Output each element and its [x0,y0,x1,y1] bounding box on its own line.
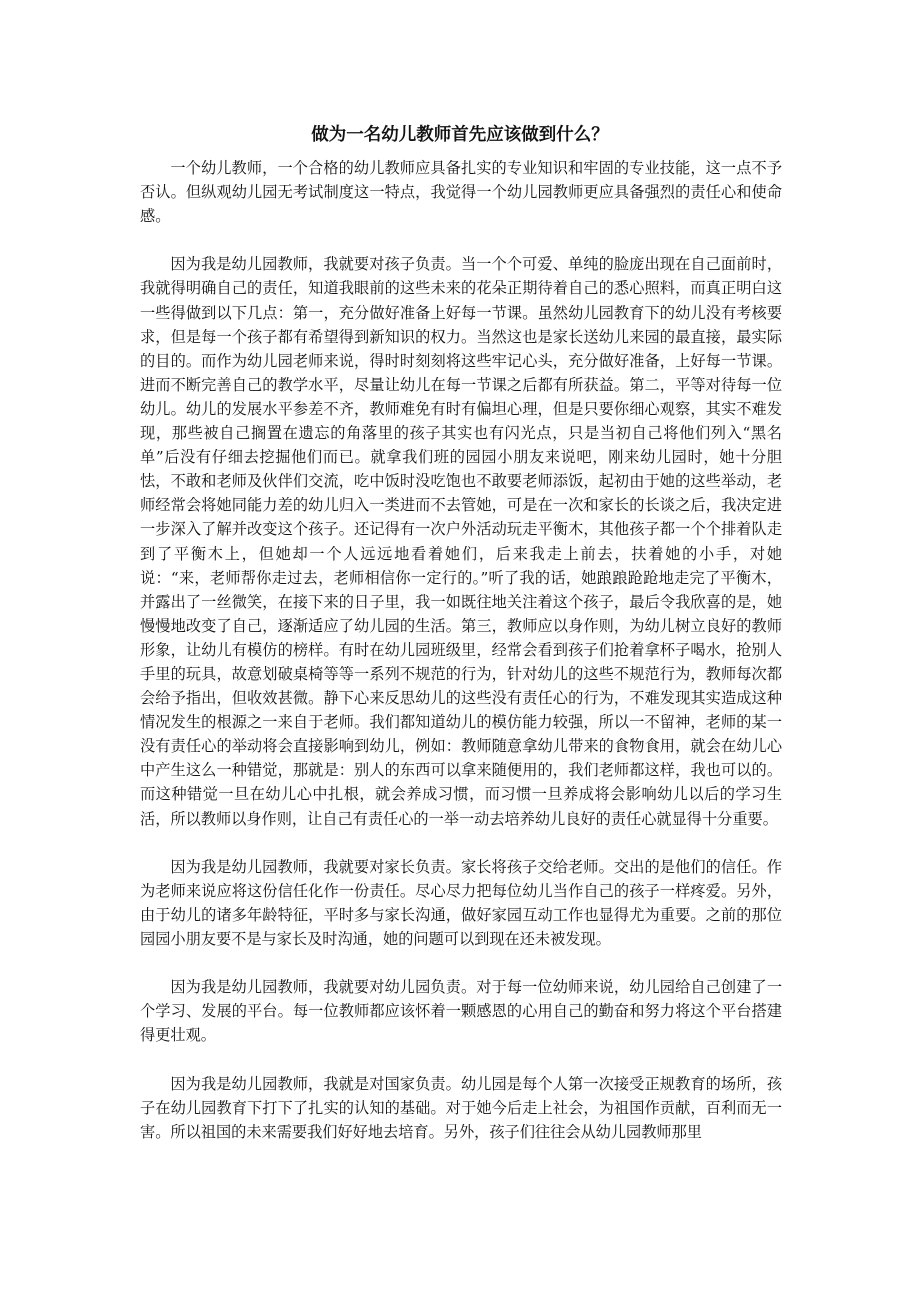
paragraph-parents: 因为我是幼儿园教师，我就要对家长负责。家长将孩子交给老师。交出的是他们的信任。作为老师来说应将这份信任化作一份责任。尽心尽力把每位幼儿当作自己的孩子一样疼爱。另外，由于幼儿的诸多年龄特征，平时多与家长沟通，做好家园互动工作也显得尤为重要。之前的那位园园小朋友要不是与家长及时沟通，她的问题可以到现在还未被发现。 [140,857,782,948]
paragraph-children: 因为我是幼儿园教师，我就要对孩子负责。当一个个可爱、单纯的脸庞出现在自己面前时，我就得明确自己的责任，知道我眼前的这些未来的花朵正期待着自己的悉心照料，而真正明白这一些得做到以下几点：第一，充分做好准备上好每一节课。虽然幼儿园教育下的幼儿没有考核要求，但是每一个孩子都有希望得到新知识的权力。当然这也是家长送幼儿来园的最直接，最实际的目的。而作为幼儿园老师来说，得时时刻刻将这些牢记心头，充分做好准备，上好每一节课。进而不断完善自己的教学水平，尽量让幼儿在每一节课之后都有所获益。第二，平等对待每一位幼儿。幼儿的发展水平参差不齐，教师难免有时有偏坦心理，但是只要你细心观察，其实不难发现，那些被自己搁置在遗忘的角落里的孩子其实也有闪光点，只是当初自己将他们列入“黑名单”后没有仔细去挖掘他们而已。就拿我们班的园园小朋友来说吧，刚来幼儿园时，她十分胆怯，不敢和老师及伙伴们交流，吃中饭时没吃饱也不敢要老师添饭，起初由于她的这些举动，老师经常会将她同能力差的幼儿归入一类进而不去管她，可是在一次和家长的长谈之后，我决定进一步深入了解并改变这个孩子。还记得有一次户外活动玩走平衡木，其他孩子都一个个排着队走到了平衡木上，但她却一个人远远地看着她们，后来我走上前去，扶着她的小手，对她说：“来，老师帮你走过去，老师相信你一定行的。”听了我的话，她踉踉跄跄地走完了平衡木，并露出了一丝微笑，在接下来的日子里，我一如既往地关注着这个孩子，最后令我欣喜的是，她慢慢地改变了自己，逐渐适应了幼儿园的生活。第三，教师应以身作则，为幼儿树立良好的教师形象，让幼儿有模仿的榜样。有时在幼儿园班级里，经常会看到孩子们抢着拿杯子喝水，抢别人手里的玩具，故意划破桌椅等等一系列不规范的行为，针对幼儿的这些不规范行为，教师每次都会给予指出，但收效甚微。静下心来反思幼儿的这些没有责任心的行为，不难发现其实造成这种情况发生的根源之一来自于老师。我们都知道幼儿的模仿能力较强，所以一不留神，老师的某一没有责任心的举动将会直接影响到幼儿，例如：教师随意拿幼儿带来的食物食用，就会在幼儿心中产生这么一种错觉，那就是：别人的东西可以拿来随便用的，我们老师都这样，我也可以的。而这种错觉一旦在幼儿心中扎根，就会养成习惯，而习惯一旦养成将会影响幼儿以后的学习生活，所以教师以身作则，让自己有责任心的一举一动去培养幼儿良好的责任心就显得十分重要。 [140,255,782,828]
document-body [140,156,782,1144]
paragraph-kindergarten: 因为我是幼儿园教师，我就要对幼儿园负责。对于每一位幼师来说，幼儿园给自己创建了一个学习、发展的平台。每一位教师都应该怀着一颗感恩的心用自己的勤奋和努力将这个平台搭建得更壮观。 [140,978,782,1045]
page-title: 做为一名幼儿教师首先应该做到什么？ [311,125,609,145]
paragraph-intro: 一个幼儿教师，一个合格的幼儿教师应具备扎实的专业知识和牢固的专业技能，这一点不予否认。但纵观幼儿园无考试制度这一特点，我觉得一个幼儿园教师更应具备强烈的责任心和使命感。 [140,159,782,226]
paragraph-country: 因为我是幼儿园教师，我就是对国家负责。幼儿园是每个人第一次接受正规教育的场所，孩子在幼儿园教育下打下了扎实的认知的基础。对于她今后走上社会，为祖国作贡献，百利而无一害。所以祖国的未来需要我们好好地去培育。另外，孩子们往往会从幼儿园教师那里 [140,1074,782,1141]
